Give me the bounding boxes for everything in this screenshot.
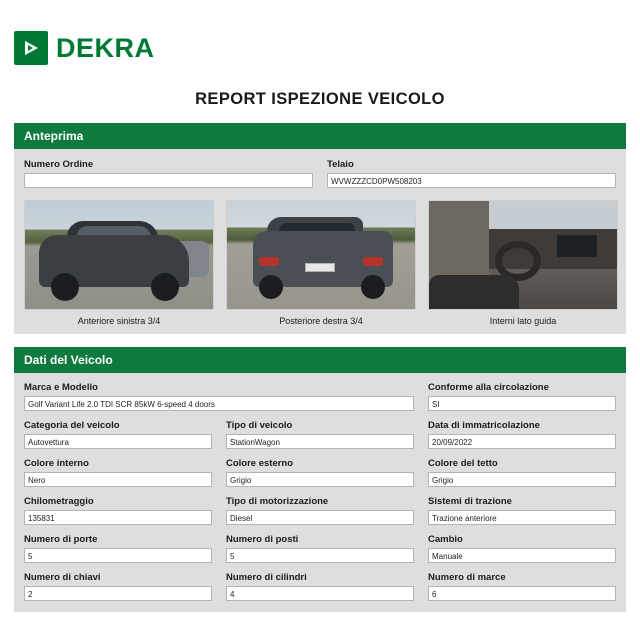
field-chilometraggio — [24, 496, 212, 525]
photo-interior-driver-side[interactable] — [428, 200, 618, 310]
photo-cell-front-left — [24, 200, 214, 326]
data-di-immatricolazione-input[interactable]: 20/09/2022 — [428, 434, 616, 449]
field-numero-di-posti — [226, 534, 414, 563]
photo-cell-rear-right — [226, 200, 416, 326]
field-label: Telaio — [327, 159, 354, 170]
tipo-di-motorizzazione-input[interactable]: Diesel — [226, 510, 414, 525]
field-numero-ordine — [24, 159, 313, 188]
section-header-dati-veicolo: Dati del Veicolo — [14, 347, 626, 373]
field-marca-e-modello — [24, 382, 414, 411]
colore-esterno-input[interactable]: Grigio — [226, 472, 414, 487]
license-plate — [305, 263, 335, 272]
field-colore-esterno — [226, 458, 414, 487]
field-colore-del-tetto — [428, 458, 616, 487]
photo-caption: Interni lato guida — [489, 316, 557, 326]
car-wheel-front — [51, 273, 79, 301]
field-label: Colore interno — [24, 458, 89, 469]
dekra-logo — [14, 31, 155, 65]
colore-del-tetto-input[interactable]: Grigio — [428, 472, 616, 487]
tipo-di-veicolo-input[interactable]: StationWagon — [226, 434, 414, 449]
section-header-anteprima: Anteprima — [14, 123, 626, 149]
conforme-alla-circolazione-input[interactable]: SI — [428, 396, 616, 411]
field-numero-di-marce — [428, 572, 616, 601]
numero-di-chiavi-input[interactable]: 2 — [24, 586, 212, 601]
preview-fields-row — [24, 159, 616, 188]
numero-di-porte-input[interactable]: 5 — [24, 548, 212, 563]
field-conforme-alla-circolazione — [428, 382, 616, 411]
field-colore-interno — [24, 458, 212, 487]
dekra-triangle-logo-icon — [14, 31, 48, 65]
chilometraggio-input[interactable]: 135831 — [24, 510, 212, 525]
field-categoria-del-veicolo — [24, 420, 212, 449]
vehicle-data-panel — [14, 373, 626, 612]
photo-front-left[interactable] — [24, 200, 214, 310]
photo-caption: Posteriore destra 3/4 — [279, 316, 363, 326]
numero-ordine-input[interactable] — [24, 173, 313, 188]
field-label: Categoria del veicolo — [24, 420, 120, 431]
field-label: Numero di porte — [24, 534, 98, 545]
field-sistemi-di-trazione — [428, 496, 616, 525]
telaio-input[interactable]: WVWZZZCD0PW508203 — [327, 173, 616, 188]
numero-di-posti-input[interactable]: 5 — [226, 548, 414, 563]
car-wheel-front — [361, 275, 385, 299]
brand-name: DEKRA — [56, 32, 155, 63]
field-tipo-di-veicolo — [226, 420, 414, 449]
driver-seat — [429, 275, 519, 309]
tail-light-right — [363, 257, 383, 266]
colore-interno-input[interactable]: Nero — [24, 472, 212, 487]
preview-panel — [14, 149, 626, 334]
numero-di-marce-input[interactable]: 6 — [428, 586, 616, 601]
car-wheel-rear — [259, 275, 283, 299]
field-label: Colore esterno — [226, 458, 294, 469]
field-label: Numero di chiavi — [24, 572, 101, 583]
field-label: Tipo di veicolo — [226, 420, 293, 431]
field-label: Chilometraggio — [24, 496, 94, 507]
preview-photos — [24, 200, 616, 326]
field-label: Marca e Modello — [24, 382, 98, 393]
field-numero-di-cilindri — [226, 572, 414, 601]
cambio-input[interactable]: Manuale — [428, 548, 616, 563]
sistemi-di-trazione-input[interactable]: Trazione anteriore — [428, 510, 616, 525]
field-label: Numero di cilindri — [226, 572, 307, 583]
field-label: Conforme alla circolazione — [428, 382, 549, 393]
infotainment-screen — [557, 235, 597, 257]
field-data-di-immatricolazione — [428, 420, 616, 449]
marca-e-modello-input[interactable]: Golf Variant Life 2.0 TDI SCR 85kW 6-speed 4 doors — [24, 396, 414, 411]
tail-light-left — [259, 257, 279, 266]
car-wheel-rear — [151, 273, 179, 301]
windshield — [489, 201, 618, 229]
field-label: Cambio — [428, 534, 463, 545]
field-label: Numero Ordine — [24, 159, 94, 170]
field-label: Tipo di motorizzazione — [226, 496, 329, 507]
field-numero-di-porte — [24, 534, 212, 563]
page-title: REPORT ISPEZIONE VEICOLO — [195, 90, 445, 108]
numero-di-cilindri-input[interactable]: 4 — [226, 586, 414, 601]
field-tipo-di-motorizzazione — [226, 496, 414, 525]
categoria-del-veicolo-input[interactable]: Autovettura — [24, 434, 212, 449]
field-numero-di-chiavi — [24, 572, 212, 601]
field-label: Colore del tetto — [428, 458, 498, 469]
vehicle-data-grid — [24, 382, 616, 601]
field-label: Numero di posti — [226, 534, 299, 545]
field-telaio — [327, 159, 616, 188]
field-label: Numero di marce — [428, 572, 506, 583]
field-label: Sistemi di trazione — [428, 496, 512, 507]
photo-caption: Anteriore sinistra 3/4 — [77, 316, 161, 326]
field-cambio — [428, 534, 616, 563]
photo-rear-right[interactable] — [226, 200, 416, 310]
photo-cell-interior — [428, 200, 618, 326]
page-header — [14, 0, 626, 74]
field-label: Data di immatricolazione — [428, 420, 540, 431]
